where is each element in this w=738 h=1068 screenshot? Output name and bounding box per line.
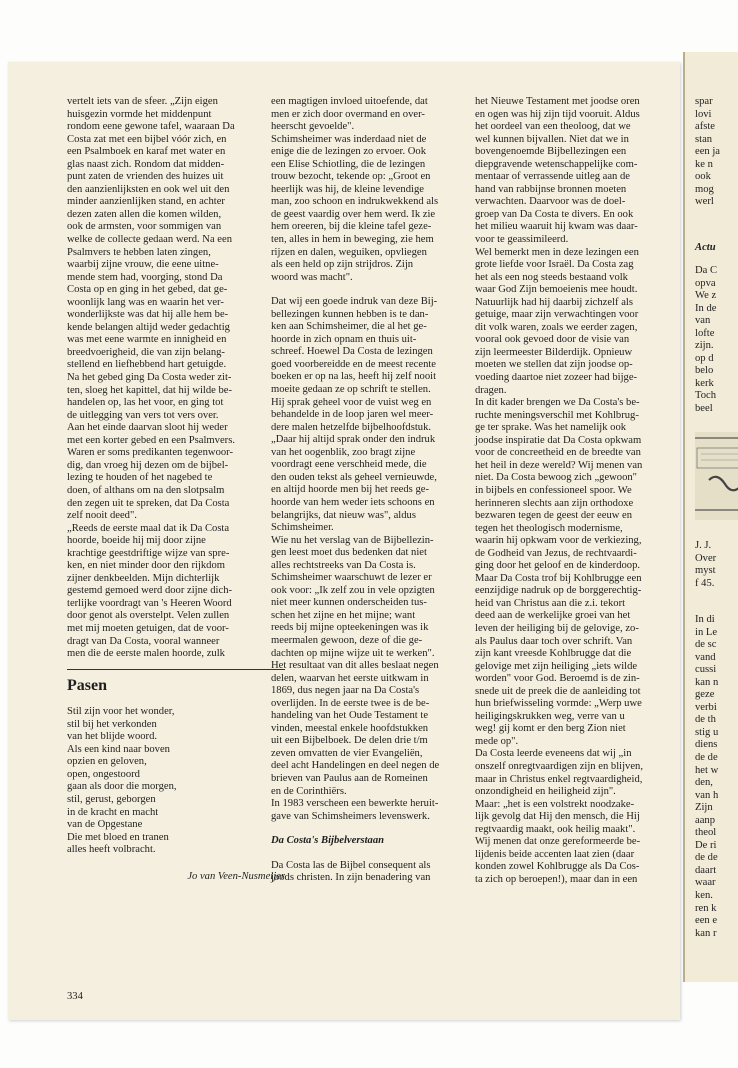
section-heading: Da Costa's Bijbelverstaan xyxy=(271,835,385,847)
page-number: 334 xyxy=(67,991,83,1002)
facing-page-text: In di in Le de sc vand cussi kan n geze verbi de th stig u diens de de het w den, van h Zijn aanp theol De ri de de daart waar ken. ren k een e kan r xyxy=(695,614,719,939)
facing-page-text: Da C opva We z In de van lofte zijn. op d belo kerk Toch beel xyxy=(695,265,718,415)
text-column-1 xyxy=(67,96,285,883)
poem-text: Stil zijn voor het wonder, stil bij het verkonden van het blijde woord. Als een kind naar boven opzien en geloven, open, ongestoord gaan als door die morgen, stil, gerust, geborgen in de kracht en macht van de Opgestane Die met bloed en tranen alles heeft volbracht. xyxy=(67,706,177,856)
paragraph: vertelt iets van de sfeer. „Zijn eigen huisgezin vormde het middenpunt rondom eene gewone tafel, waaraan Da Costa zat met een bijbel vóór zich, en een Psalmboek en karaf met water en glas naast zich. Rondom dat midden- punt zaten de vrienden des huizes uit den aanzienlijksten en ook wel uit den minder aanzienlijken stand, en achter dezen zaten allen die komen wilden, ook de armsten, voor sommigen van welke de collecte gedaan werd. Na een Psalmvers te hebben laten zingen, waarbij zijne vrouw, die eene uitne- mende stem had, voorging, stond Da Costa op en ging in het gebed, dat ge- woonlijk lang was en waarin het ver- wonderlijkste was dat hij alle hem be- kende belangen altijd weder gedachtig was met eene warmte en innigheid en breedvoerigheid, die van zijn belang- stellend en liefhebbend hart getuigde. Na het gebed ging Da Costa weder zit- ten, sloeg het kapittel, dat hij wilde be- handelen op, las het voor, en ging tot de uitlegging van vers tot vers over. Aan het einde daarvan sloot hij weder met een korter gebed en een Psalmvers. Waren er soms predikanten tegenwoor- dig, dan vroeg hij dezen om de bijbel- lezing te houden of het nagebed te doen, of althans om na den slotpsalm den zegen uit te spreken, dat Da Costa zelf nooit deed". xyxy=(67,96,235,522)
text-column-2 xyxy=(271,96,489,885)
paragraph: het Nieuwe Testament met joodse oren en ogen was hij zijn tijd vooruit. Aldus het oordeel van een theoloog, dat we wel kunnen bijvallen. Niet dat we in bovengenoemde Bijbellezingen een diepgravende wetenschappelijke com- mentaar of verrassende uitleg aan de hand van rabbijnse bronnen moeten verwachten. Daarvoor was de doel- groep van Da Costa te divers. En ook het milieu waaruit hij kwam was daar- voor te geassimileerd. Wel bemerkt men in deze lezingen een grote liefde voor Israël. Da Costa zag het als een nog steeds bestaand volk waar God Zijn bemoeienis mee houdt. Natuurlijk had hij daarbij zichzelf als getuige, maar zijn verwachtingen voor dit volk waren, zoals we eerder zagen, vooral ook gevoed door de visie van zijn leermeester Bilderdijk. Opnieuw moeten we stellen dat zijn joodse op- voeding daartoe niet zozeer had bijge- dragen. In dit kader brengen we Da Costa's be- ruchte meningsverschil met Kohlbrug- ge ter sprake. Was het namelijk ook joodse inspiratie dat Da Costa opkwam voor de concreetheid en de breedte van het heil in deze wereld? Wij menen van niet. Da Costa bewoog zich „gewoon" in bijbels en confessioneel spoor. We herinneren slechts aan zijn orthodoxe bezwaren tegen de geest der eeuw en tegen het theologisch modernisme, waarin hij opkwam voor de verkiezing, de Godheid van Jezus, de rechtvaardi- ging door het geloof en de kinderdoop. Maar Da Costa trof bij Kohlbrugge een eenzijdige nadruk op de borggerechtig- heid van Christus aan die z.i. tekort deed aan de werkelijke groei van het leven der heiliging bij de gelovige, zo- als Paulus daar toch over schrift. Van zijn kant vreesde Kohlbrugge dat die gelovige met zijn heiliging „iets wilde worden" voor God. Beroemd is de zin- snede uit de preek die de aanleiding tot hun briefwisseling vormde: „Werp uwe heiligingskrukken weg, verre van u weg! gij komt er den berg Zion niet mede op". Da Costa leerde eveneens dat wij „in onszelf onregtvaardigen zijn en blijven, maar in Christus enkel regtvaardigheid, onzondigheid en heiligheid zijn". Maar: „het is een volstrekt noodzake- lijk gevolg dat Hij den mensch, die Hij regtvaardig maakt, ook heilig maakt". Wij menen dat onze gereformeerde be- lijdenis beide accenten laat zien (daar konden zowel Kohlbrugge als Da Cos- ta zich op beroepen!), maar dan in een xyxy=(475,96,643,885)
text-column-3 xyxy=(475,96,693,886)
poem-author: Jo van Veen-Nusmeijer xyxy=(187,870,285,882)
facing-page-text: spar lovi afste stan een ja ke n ook mog werl xyxy=(695,96,720,208)
facing-page-heading: Actu xyxy=(695,242,716,253)
paragraph: Da Costa las de Bijbel consequent als joods christen. In zijn benadering van xyxy=(271,859,431,884)
paragraph: een magtigen invloed uitoefende, dat men er zich door overmand en over- heerscht gevoelde". Schimsheimer was inderdaad niet de enige die de lezingen zo ervoer. Ook een Elise Schiotling, die de lezingen trouw bezocht, tekende op: „Groot en heerlijk was hij, de kleine levendige man, zoo schoon en indrukwekkend als de geest vaardig over hem werd. Ik zie hem oreeren, bij die kleine tafel geze- ten, alles in hem in beweging, zie hem rijzen en dalen, weguiken, opvliegen als een held op zijn strijdros. Zijn woord was macht". xyxy=(271,96,439,283)
facing-page-text: J. J. Over myst f 45. xyxy=(695,540,717,589)
poem xyxy=(67,706,285,857)
paragraph: „Reeds de eerste maal dat ik Da Costa hoorde, boeide hij mij door zijne krachtige geestdriftige wijze van spre- ken, en niet minder door den rijkdom zijner denkbeelden. Mijn dichterlijk gestemd gemoed werd door zijne dich- terlijke voordragt van 's Heeren Woord door genot als overstelpt. Velen zullen met mij moeten getuigen, dat de voor- dragt van Da Costa, vooral wanneer men die de eerste malen hoorde, zulk xyxy=(67,522,233,660)
book-cover-image xyxy=(695,432,738,520)
paragraph: Dat wij een goede indruk van deze Bij- bellezingen kunnen hebben is te dan- ken aan Schimsheimer, die al het ge- hoorde in zich opnam en thuis uit- schreef. Hoewel Da Costa de lezingen goed voorbereidde en de meest recente boeken er op na las, heeft hij zelf nooit moeite gedaan ze op schrift te stellen. Hij sprak geheel voor de vuist weg en behandelde in de loop jaren wel meer- dere malen hetzelfde bijbelhoofdstuk. „Daar hij altijd sprak onder den indruk van het oogenblik, zoo bragt zijne voordragt eene verschheid mede, die den ouden tekst als geheel vernieuwde, en altijd hoorde men bij het reeds ge- hoorde van hem weder iets schoons en belangrijks, dat nieuw was", aldus Schimsheimer. Wie nu het verslag van de Bijbellezin- gen leest moet dus bedenken dat niet alles rechtstreeks van Da Costa is. Schimsheimer waarschuwt de lezer er ook voor: „Ik zelf zou in vele opzigten niet meer kunnen onderscheiden tus- schen het zijne en het mijne; want reeds bij mijne opteekeningen was ik meermalen gewoon, deze of die ge- dachten op mijne wijze uit te werken". Het resultaat van dit alles beslaat negen delen, waarvan het eerste uitkwam in 1869, dus negen jaar na Da Costa's overlijden. In de eerste twee is de be- handeling van het Oude Testament te vinden, meestal enkele hoofdstukken uit een Bijbelboek. De delen drie t/m zeven omvatten de vier Evangeliën, deel acht Handelingen en deel negen de brieven van Paulus aan de Romeinen en de Corinthiërs. In 1983 verscheen een bewerkte heruit- gave van Schimsheimers levenswerk. xyxy=(271,296,440,822)
section-divider xyxy=(67,669,285,670)
poem-title: Pasen xyxy=(67,676,107,694)
